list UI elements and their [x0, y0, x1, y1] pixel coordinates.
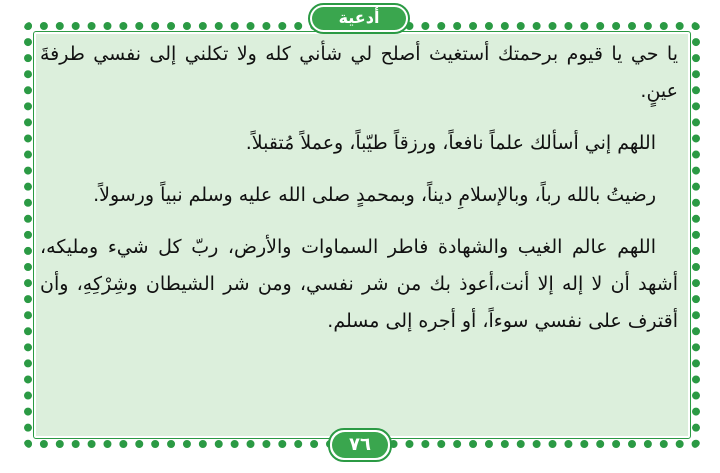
title-tab: [308, 3, 410, 34]
page-title: أدعية: [312, 7, 406, 30]
page-number-tab: [328, 428, 392, 462]
paragraph-1: يا حي يا قيوم برحمتك أستغيث أصلح لي شأني كله ولا تكلني إلى نفسي طرفةَ عينٍ.: [40, 43, 678, 102]
paragraph-3: رضيتُ بالله رباً، وبالإسلامِ ديناً، وبمحمدٍ صلى الله عليه وسلم نبياً ورسولاً.: [93, 184, 656, 206]
paragraph-2: اللهم إني أسألك علماً نافعاً، ورزقاً طيّباً، وعملاً مُتقبلاً.: [245, 132, 656, 154]
page-number: ٧٦: [332, 432, 388, 458]
paragraph-4: اللهم عالم الغيب والشهادة فاطر السماوات والأرض، ربّ كل شيء ومليكه، أشهد أن لا إله إلا أنت،أعوذ بك من شر نفسي، ومن شر الشيطان وشِرْكِهِ، وأن أقترف على نفسي سوءاً، أو أجره إلى مسلم.: [40, 236, 678, 332]
supplications-text: [40, 36, 678, 355]
